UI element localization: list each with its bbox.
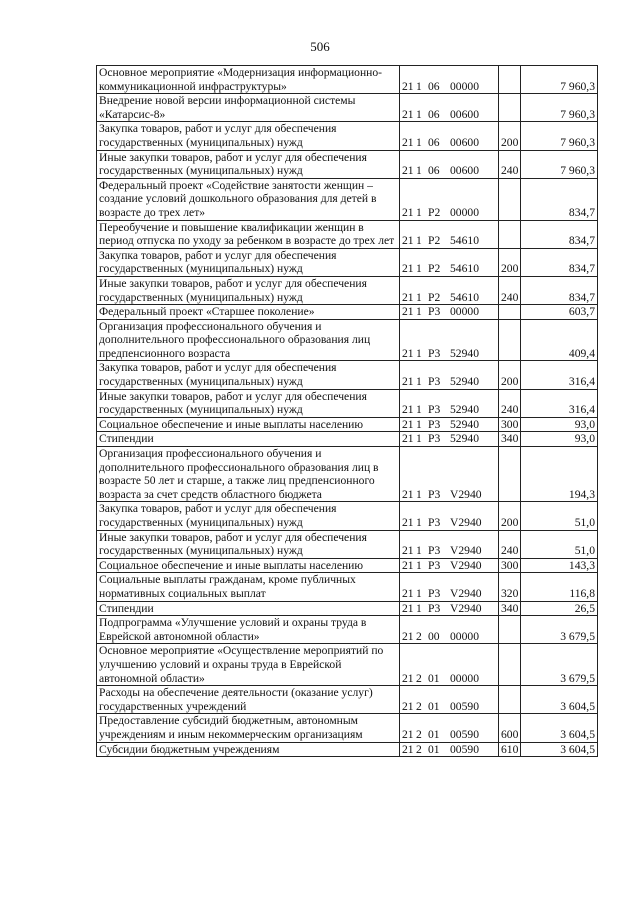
table-row: [97, 447, 598, 502]
code-part: 00000: [450, 305, 479, 319]
code-part: 1: [416, 487, 422, 501]
code-part: 21: [402, 205, 414, 219]
row-expense-type-cell: [499, 447, 521, 502]
table-row: [97, 502, 598, 530]
code-part: P3: [428, 375, 441, 389]
row-amount-cell: 834,7: [521, 220, 598, 248]
row-code-cell: [400, 220, 499, 248]
row-expense-type-cell: [499, 94, 521, 122]
table-row: [97, 248, 598, 276]
row-amount-cell: 3 679,5: [521, 644, 598, 686]
code-part: 52940: [450, 375, 479, 389]
row-code-cell: [400, 122, 499, 150]
code-part: 2: [416, 629, 422, 643]
row-code-cell: [400, 417, 499, 432]
code-part: 1: [416, 601, 422, 615]
row-name-cell: Основное мероприятие «Модернизация информационно-коммуникационной инфраструктуры»: [97, 66, 400, 94]
row-name-cell: Подпрограмма «Улучшение условий и охраны труда в Еврейской автономной области»: [97, 616, 400, 644]
row-expense-type-cell: 300: [499, 417, 521, 432]
row-expense-type-cell: 200: [499, 502, 521, 530]
code-part: 21: [402, 164, 414, 178]
row-expense-type-cell: [499, 686, 521, 714]
row-code-cell: [400, 178, 499, 220]
row-name-cell: Иные закупки товаров, работ и услуг для обеспечения государственных (муниципальных) нужд: [97, 150, 400, 178]
code-part: 21: [402, 727, 414, 741]
row-code-cell: [400, 361, 499, 389]
row-name-cell: Социальное обеспечение и иные выплаты населению: [97, 558, 400, 573]
row-expense-type-cell: 200: [499, 122, 521, 150]
row-code-cell: [400, 389, 499, 417]
code-part: 00000: [450, 671, 479, 685]
table-row: [97, 616, 598, 644]
row-name-cell: Иные закупки товаров, работ и услуг для обеспечения государственных (муниципальных) нужд: [97, 389, 400, 417]
row-expense-type-cell: 240: [499, 150, 521, 178]
code-part: 2: [416, 742, 422, 756]
row-expense-type-cell: 340: [499, 601, 521, 616]
code-part: 1: [416, 432, 422, 446]
code-part: P3: [428, 417, 441, 431]
table-row: [97, 389, 598, 417]
row-code-cell: [400, 319, 499, 361]
code-part: 1: [416, 586, 422, 600]
code-part: P2: [428, 234, 441, 248]
budget-table: [96, 65, 598, 757]
code-part: 01: [428, 671, 440, 685]
row-expense-type-cell: 600: [499, 714, 521, 742]
code-part: P3: [428, 586, 441, 600]
code-part: 00600: [450, 107, 479, 121]
code-part: 00000: [450, 205, 479, 219]
code-part: 21: [402, 305, 414, 319]
table-row: [97, 573, 598, 601]
code-part: 1: [416, 290, 422, 304]
row-expense-type-cell: [499, 305, 521, 320]
code-part: V2940: [450, 544, 482, 558]
row-code-cell: [400, 616, 499, 644]
row-name-cell: Федеральный проект «Старшее поколение»: [97, 305, 400, 320]
table-row: [97, 686, 598, 714]
row-amount-cell: 51,0: [521, 530, 598, 558]
row-code-cell: [400, 530, 499, 558]
code-part: V2940: [450, 516, 482, 529]
code-part: 52940: [450, 432, 479, 446]
row-amount-cell: 3 679,5: [521, 616, 598, 644]
table-row: [97, 417, 598, 432]
code-part: 2: [416, 699, 422, 713]
code-part: 00590: [450, 699, 479, 713]
row-amount-cell: 316,4: [521, 361, 598, 389]
code-part: 01: [428, 699, 440, 713]
row-name-cell: Предоставление субсидий бюджетным, автономным учреждениям и иным некоммерческим организациям: [97, 714, 400, 742]
table-row: [97, 122, 598, 150]
code-part: P3: [428, 346, 441, 360]
code-part: P3: [428, 432, 441, 446]
code-part: 01: [428, 742, 440, 756]
row-name-cell: Закупка товаров, работ и услуг для обеспечения государственных (муниципальных) нужд: [97, 361, 400, 389]
row-name-cell: Закупка товаров, работ и услуг для обеспечения государственных (муниципальных) нужд: [97, 502, 400, 530]
row-code-cell: [400, 601, 499, 616]
row-name-cell: Закупка товаров, работ и услуг для обеспечения государственных (муниципальных) нужд: [97, 122, 400, 150]
code-part: 1: [416, 544, 422, 558]
code-part: 1: [416, 346, 422, 360]
row-expense-type-cell: 240: [499, 389, 521, 417]
code-part: 21: [402, 432, 414, 446]
row-amount-cell: 194,3: [521, 447, 598, 502]
table-row: [97, 361, 598, 389]
code-part: 21: [402, 544, 414, 558]
row-expense-type-cell: [499, 220, 521, 248]
code-part: 21: [402, 262, 414, 276]
row-expense-type-cell: [499, 66, 521, 94]
code-part: 21: [402, 742, 414, 756]
code-part: 2: [416, 671, 422, 685]
row-name-cell: Организация профессионального обучения и дополнительного профессионального образования лиц предпенсионного возраста: [97, 319, 400, 361]
code-part: 21: [402, 601, 414, 615]
row-amount-cell: 3 604,5: [521, 714, 598, 742]
row-amount-cell: 7 960,3: [521, 150, 598, 178]
page-number: 506: [310, 39, 330, 54]
row-expense-type-cell: [499, 319, 521, 361]
row-name-cell: Социальные выплаты гражданам, кроме публичных нормативных социальных выплат: [97, 573, 400, 601]
code-part: P3: [428, 601, 441, 615]
code-part: P2: [428, 205, 441, 219]
row-amount-cell: 7 960,3: [521, 94, 598, 122]
code-part: 00590: [450, 727, 479, 741]
row-code-cell: [400, 644, 499, 686]
code-part: 06: [428, 164, 440, 178]
row-amount-cell: 3 604,5: [521, 686, 598, 714]
code-part: 00600: [450, 164, 479, 178]
row-code-cell: [400, 742, 499, 757]
code-part: 21: [402, 234, 414, 248]
code-part: 21: [402, 135, 414, 149]
row-name-cell: Социальное обеспечение и иные выплаты населению: [97, 417, 400, 432]
code-part: V2940: [450, 487, 482, 501]
table-row: [97, 742, 598, 757]
row-code-cell: [400, 558, 499, 573]
code-part: 1: [416, 375, 422, 389]
code-part: 21: [402, 487, 414, 501]
row-amount-cell: 26,5: [521, 601, 598, 616]
row-amount-cell: 93,0: [521, 417, 598, 432]
row-code-cell: [400, 714, 499, 742]
budget-table-body: [97, 66, 598, 757]
code-part: 1: [416, 234, 422, 248]
code-part: 00600: [450, 135, 479, 149]
row-amount-cell: 3 604,5: [521, 742, 598, 757]
row-code-cell: [400, 573, 499, 601]
row-amount-cell: 834,7: [521, 276, 598, 304]
row-expense-type-cell: 240: [499, 530, 521, 558]
table-row: [97, 319, 598, 361]
table-row: [97, 178, 598, 220]
row-code-cell: [400, 276, 499, 304]
table-row: [97, 305, 598, 320]
code-part: 52940: [450, 403, 479, 417]
table-row: [97, 66, 598, 94]
table-row: [97, 714, 598, 742]
code-part: V2940: [450, 586, 482, 600]
table-row: [97, 94, 598, 122]
code-part: 1: [416, 135, 422, 149]
code-part: 06: [428, 135, 440, 149]
row-expense-type-cell: [499, 616, 521, 644]
code-part: P2: [428, 290, 441, 304]
row-amount-cell: 143,3: [521, 558, 598, 573]
row-amount-cell: 409,4: [521, 319, 598, 361]
row-expense-type-cell: [499, 644, 521, 686]
code-part: V2940: [450, 558, 482, 572]
code-part: 06: [428, 107, 440, 121]
row-amount-cell: 603,7: [521, 305, 598, 320]
code-part: P3: [428, 544, 441, 558]
row-amount-cell: 51,0: [521, 502, 598, 530]
code-part: P3: [428, 558, 441, 572]
code-part: 1: [416, 164, 422, 178]
row-name-cell: Иные закупки товаров, работ и услуг для обеспечения государственных (муниципальных) нужд: [97, 530, 400, 558]
row-name-cell: Внедрение новой версии информационной системы «Катарсис-8»: [97, 94, 400, 122]
row-expense-type-cell: 200: [499, 248, 521, 276]
code-part: 06: [428, 79, 440, 93]
code-part: 1: [416, 205, 422, 219]
row-name-cell: Стипендии: [97, 432, 400, 447]
row-expense-type-cell: 200: [499, 361, 521, 389]
row-name-cell: Федеральный проект «Содействие занятости женщин – создание условий дошкольного образования для детей в возрасте до трех лет»: [97, 178, 400, 220]
code-part: 00590: [450, 742, 479, 756]
row-code-cell: [400, 94, 499, 122]
code-part: 54610: [450, 290, 479, 304]
code-part: 1: [416, 305, 422, 319]
code-part: 1: [416, 417, 422, 431]
code-part: 21: [402, 558, 414, 572]
code-part: V2940: [450, 601, 482, 615]
table-row: [97, 276, 598, 304]
code-part: P2: [428, 262, 441, 276]
row-code-cell: [400, 686, 499, 714]
table-row: [97, 530, 598, 558]
row-amount-cell: 7 960,3: [521, 122, 598, 150]
code-part: 01: [428, 727, 440, 741]
code-part: 52940: [450, 417, 479, 431]
row-amount-cell: 93,0: [521, 432, 598, 447]
row-name-cell: Субсидии бюджетным учреждениям: [97, 742, 400, 757]
code-part: 21: [402, 346, 414, 360]
row-code-cell: [400, 248, 499, 276]
code-part: 21: [402, 290, 414, 304]
code-part: P3: [428, 487, 441, 501]
row-name-cell: Организация профессионального обучения и дополнительного профессионального образования лиц в возрасте 50 лет и старше, а также лиц предпенсионного возраста за счет средств областного бюджета: [97, 447, 400, 502]
row-name-cell: Расходы на обеспечение деятельности (оказание услуг) государственных учреждений: [97, 686, 400, 714]
row-name-cell: Переобучение и повышение квалификации женщин в период отпуска по уходу за ребенком в возрасте до трех лет: [97, 220, 400, 248]
code-part: 00000: [450, 79, 479, 93]
row-expense-type-cell: 610: [499, 742, 521, 757]
code-part: 21: [402, 417, 414, 431]
code-part: 1: [416, 79, 422, 93]
code-part: 21: [402, 586, 414, 600]
row-expense-type-cell: 340: [499, 432, 521, 447]
row-code-cell: [400, 447, 499, 502]
code-part: 00000: [450, 629, 479, 643]
code-part: P3: [428, 305, 441, 319]
code-part: 21: [402, 107, 414, 121]
code-part: 21: [402, 671, 414, 685]
code-part: 1: [416, 262, 422, 276]
code-part: 21: [402, 79, 414, 93]
table-row: [97, 150, 598, 178]
row-expense-type-cell: 320: [499, 573, 521, 601]
code-part: 21: [402, 699, 414, 713]
row-amount-cell: 7 960,3: [521, 66, 598, 94]
code-part: P3: [428, 403, 441, 417]
row-amount-cell: 834,7: [521, 178, 598, 220]
row-name-cell: Иные закупки товаров, работ и услуг для обеспечения государственных (муниципальных) нужд: [97, 276, 400, 304]
row-amount-cell: 834,7: [521, 248, 598, 276]
code-part: 21: [402, 516, 414, 529]
code-part: 1: [416, 516, 422, 529]
code-part: 21: [402, 629, 414, 643]
code-part: 2: [416, 727, 422, 741]
row-code-cell: [400, 305, 499, 320]
code-part: 1: [416, 107, 422, 121]
row-code-cell: [400, 502, 499, 530]
row-code-cell: [400, 150, 499, 178]
table-row: [97, 558, 598, 573]
code-part: P3: [428, 516, 441, 529]
code-part: 21: [402, 403, 414, 417]
row-name-cell: Стипендии: [97, 601, 400, 616]
row-expense-type-cell: [499, 178, 521, 220]
row-name-cell: Основное мероприятие «Осуществление мероприятий по улучшению условий и охраны труда в Еврейской автономной области»: [97, 644, 400, 686]
table-row: [97, 601, 598, 616]
code-part: 00: [428, 629, 440, 643]
table-row: [97, 644, 598, 686]
code-part: 1: [416, 403, 422, 417]
row-code-cell: [400, 66, 499, 94]
code-part: 54610: [450, 234, 479, 248]
row-code-cell: [400, 432, 499, 447]
code-part: 1: [416, 558, 422, 572]
code-part: 52940: [450, 346, 479, 360]
table-row: [97, 220, 598, 248]
code-part: 54610: [450, 262, 479, 276]
row-expense-type-cell: 240: [499, 276, 521, 304]
code-part: 21: [402, 375, 414, 389]
row-name-cell: Закупка товаров, работ и услуг для обеспечения государственных (муниципальных) нужд: [97, 248, 400, 276]
row-amount-cell: 116,8: [521, 573, 598, 601]
table-row: [97, 432, 598, 447]
row-expense-type-cell: 300: [499, 558, 521, 573]
row-amount-cell: 316,4: [521, 389, 598, 417]
